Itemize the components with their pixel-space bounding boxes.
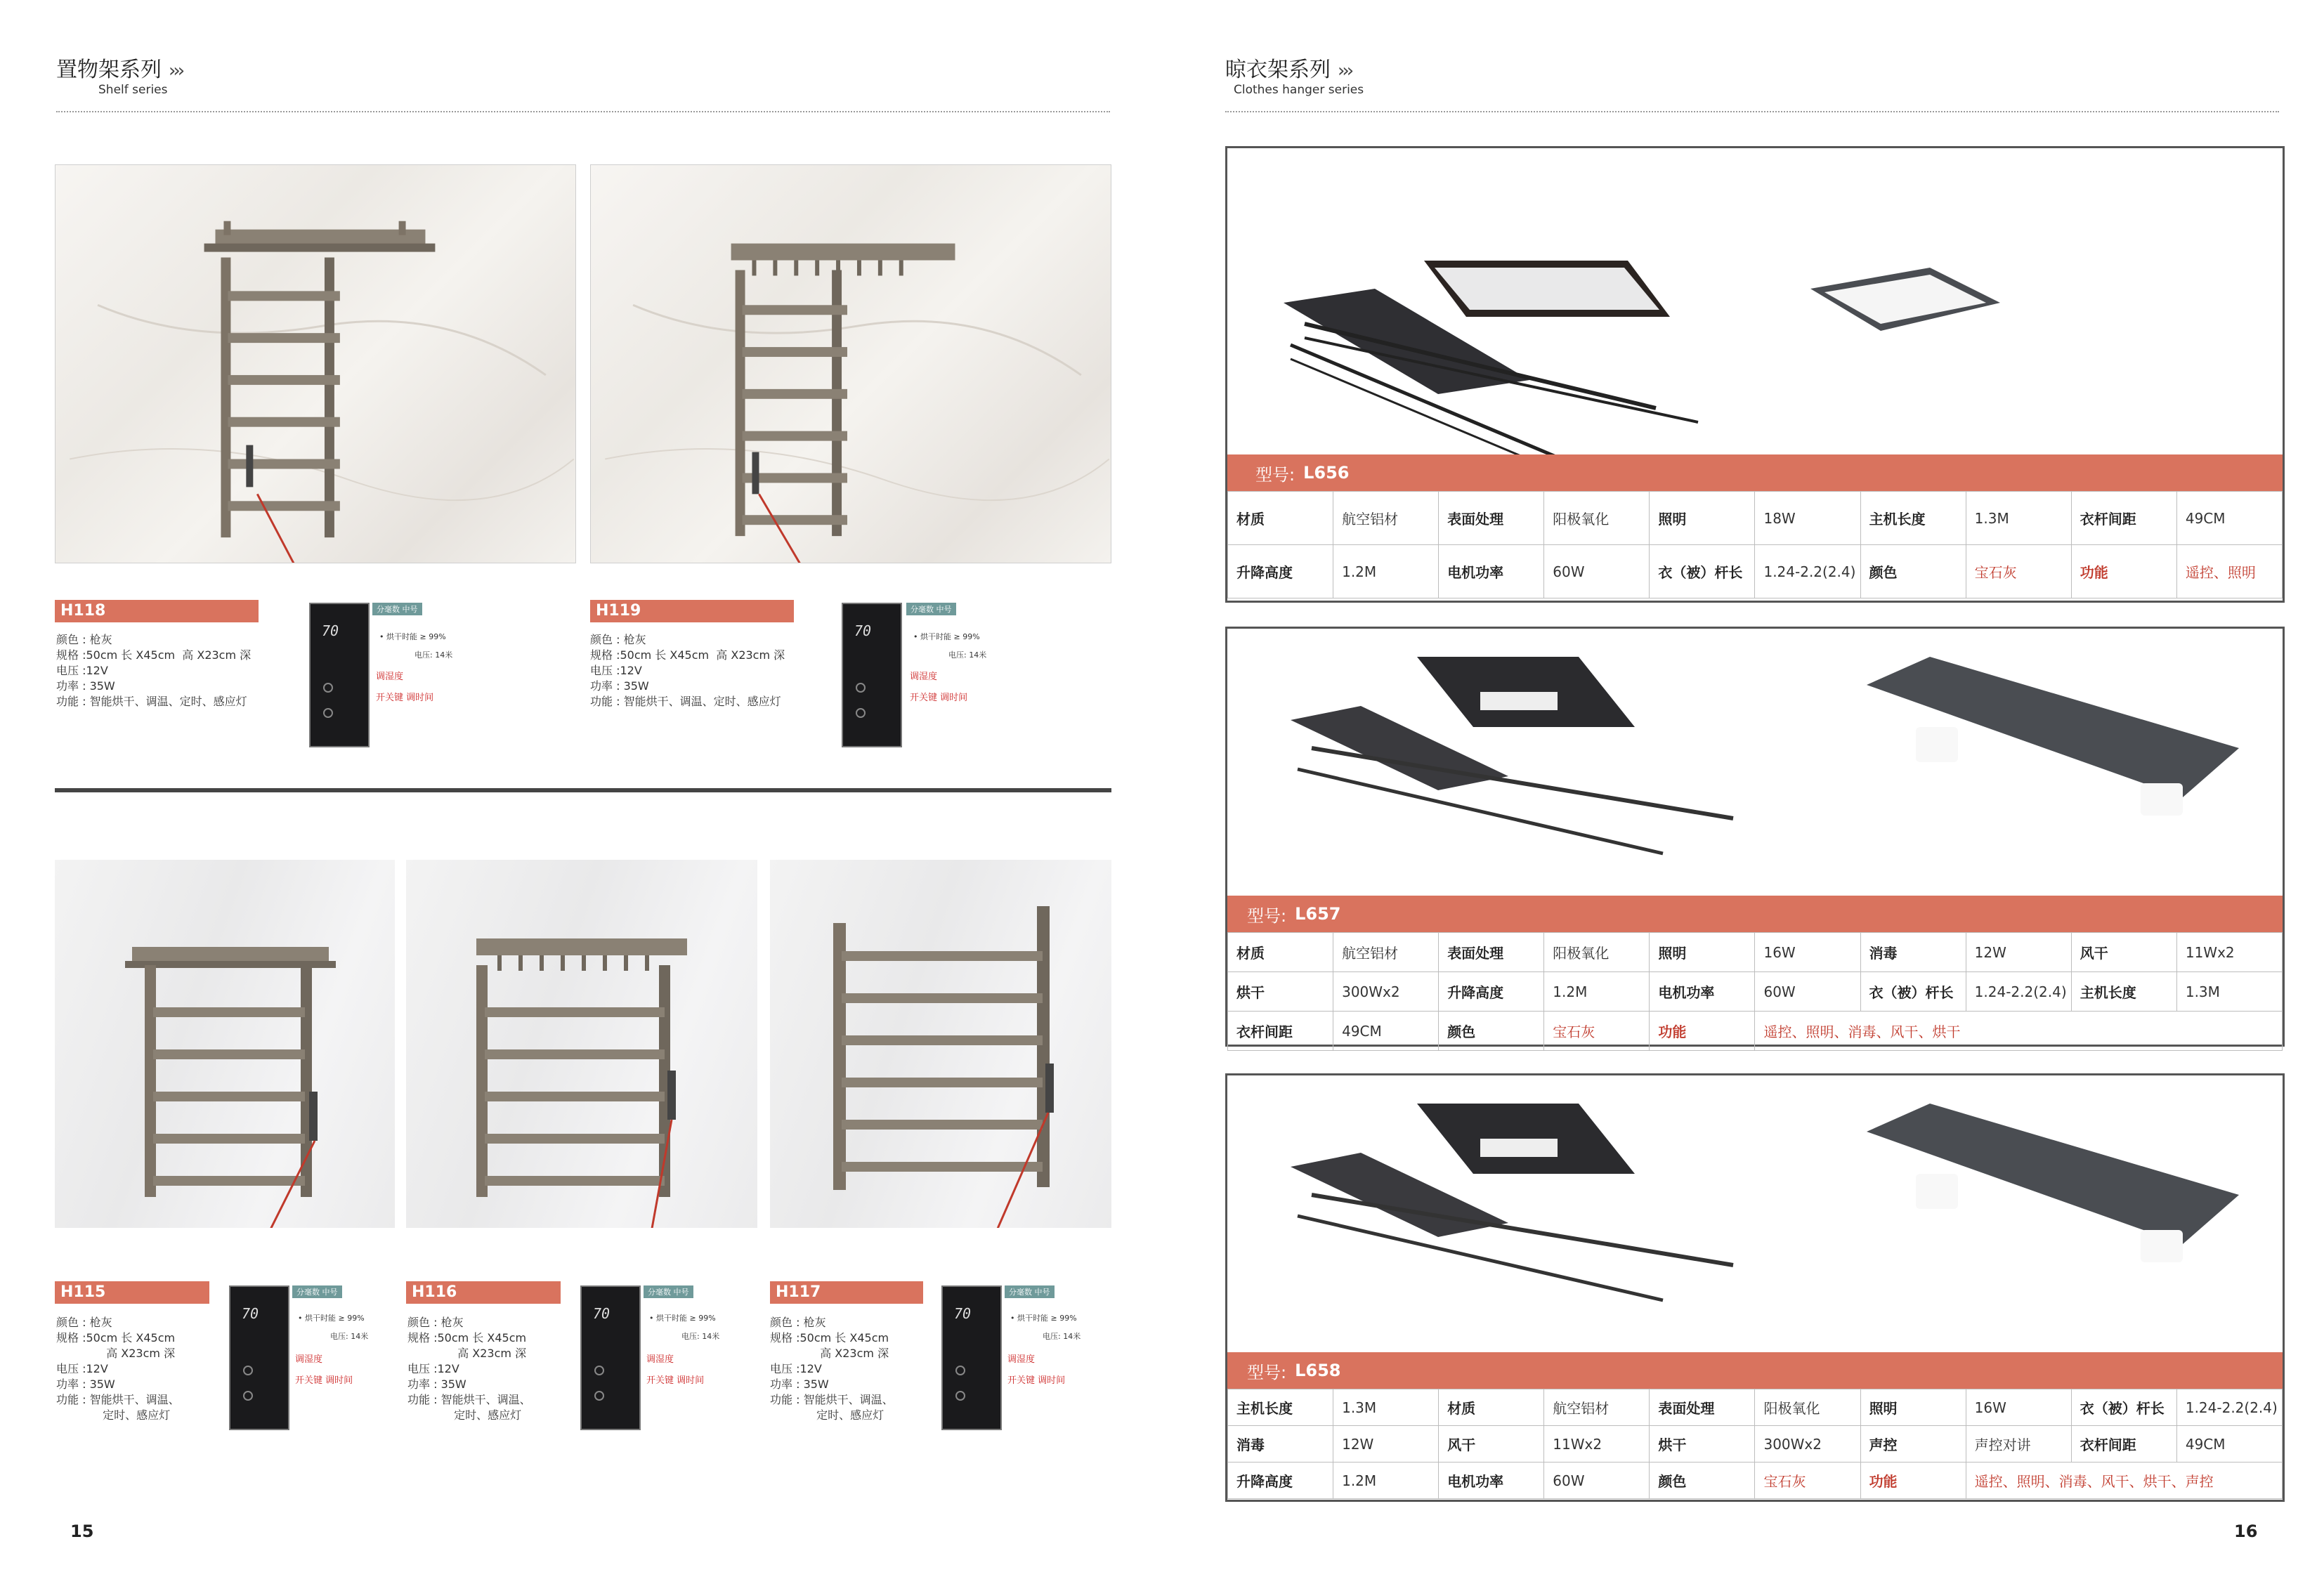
shelf-photo-h117	[770, 860, 1111, 1228]
spec-row	[1228, 492, 2283, 545]
panel-header: 分毫数 中号	[372, 603, 422, 615]
spec-value: 49CM	[2176, 492, 2282, 545]
spec-key: 消毒	[1228, 1426, 1333, 1463]
spec-value: 18W	[1755, 492, 1860, 545]
panel-power-label: 开关键 调时间	[910, 693, 968, 703]
page-number-left: 15	[70, 1522, 94, 1541]
panel-line1: • 烘干时能 ≥ 99%	[379, 632, 446, 641]
shelf-photo-h118	[55, 164, 576, 563]
spec-value: 11Wx2	[1544, 1426, 1650, 1463]
spec-value: 1.2M	[1333, 545, 1439, 598]
chevrons-icon: ›››	[1338, 60, 1352, 81]
spec-key: 颜色	[1439, 1012, 1544, 1051]
model-label-h115: H115	[55, 1281, 209, 1304]
panel-display: 70	[322, 622, 339, 639]
spec-key: 照明	[1650, 933, 1755, 972]
spec-key: 照明	[1650, 492, 1755, 545]
spec-value: 60W	[1544, 1463, 1650, 1499]
spec-key: 升降高度	[1439, 972, 1544, 1012]
spec-key: 衣杆间距	[2071, 1426, 2176, 1463]
spec-key: 消毒	[1860, 933, 1966, 972]
control-panel-h119	[842, 603, 902, 747]
spec-value: 1.2M	[1544, 972, 1650, 1012]
spec-value: 遥控、照明	[2176, 545, 2282, 598]
spec-key: 表面处理	[1439, 492, 1544, 545]
left-divider	[56, 111, 1110, 112]
model-bar-l658	[1227, 1352, 2283, 1389]
spec-value: 航空铝材	[1544, 1389, 1650, 1426]
page-number-right: 16	[2234, 1522, 2258, 1541]
spec-key: 衣（被）杆长	[2071, 1389, 2176, 1426]
panel-line1: • 烘干时能 ≥ 99%	[913, 632, 980, 641]
towel-rack-image	[406, 860, 757, 1228]
spec-key: 烘干	[1228, 972, 1333, 1012]
spec-value: 1.24-2.2(2.4)	[1755, 545, 1860, 598]
spec-key: 主机长度	[2071, 972, 2176, 1012]
control-panel-h115	[229, 1285, 289, 1430]
power-button-icon	[323, 708, 333, 718]
spec-key: 电机功率	[1439, 1463, 1544, 1499]
panel-line2: 电压: 14米	[330, 1332, 369, 1341]
spec-row	[1228, 933, 2283, 972]
panel-header: 分毫数 中号	[292, 1285, 342, 1298]
model-bar-l656	[1227, 454, 2283, 491]
spec-key: 电机功率	[1650, 972, 1755, 1012]
power-button-icon	[856, 708, 866, 718]
panel-humidity-label: 调湿度	[910, 672, 938, 682]
model-label-h119: H119	[590, 600, 794, 622]
spec-key: 升降高度	[1228, 545, 1333, 598]
spec-value: 11Wx2	[2176, 933, 2282, 972]
spec-key: 主机长度	[1860, 492, 1966, 545]
spec-value: 航空铝材	[1333, 492, 1439, 545]
spec-key: 衣（被）杆长	[1860, 972, 1966, 1012]
humidity-button-icon	[856, 683, 866, 693]
spec-row	[1228, 1463, 2283, 1499]
left-title-text: 置物架系列	[56, 58, 162, 82]
spec-value: 60W	[1755, 972, 1860, 1012]
spec-row	[1228, 972, 2283, 1012]
spec-value: 1.3M	[1333, 1389, 1439, 1426]
spec-row	[1228, 1389, 2283, 1426]
spec-value: 航空铝材	[1333, 933, 1439, 972]
humidity-button-icon	[594, 1366, 604, 1375]
spec-table-l658	[1227, 1389, 2283, 1499]
spec-value: 49CM	[2176, 1426, 2282, 1463]
spec-key: 表面处理	[1650, 1389, 1755, 1426]
spec-value: 1.24-2.2(2.4)	[2176, 1389, 2282, 1426]
model-label: 型号:	[1247, 905, 1287, 926]
right-divider	[1225, 111, 2279, 112]
spec-row	[1228, 1426, 2283, 1463]
spec-value: 宝石灰	[1966, 545, 2071, 598]
spec-value: 声控对讲	[1966, 1426, 2071, 1463]
spec-key: 表面处理	[1439, 933, 1544, 972]
model-label: 型号:	[1247, 1362, 1287, 1382]
model-code: L658	[1295, 1361, 1341, 1380]
shelf-photo-h119	[590, 164, 1111, 563]
spec-key: 烘干	[1650, 1426, 1755, 1463]
spec-row	[1228, 1012, 2283, 1051]
humidity-button-icon	[243, 1366, 253, 1375]
spec-value: 49CM	[1333, 1012, 1439, 1051]
panel-line1: • 烘干时能 ≥ 99%	[649, 1314, 716, 1323]
panel-line2: 电压: 14米	[948, 650, 987, 660]
chevrons-icon: ›››	[169, 60, 183, 81]
panel-humidity-label: 调湿度	[646, 1354, 674, 1365]
spec-value: 阳极氧化	[1544, 933, 1650, 972]
spec-key: 颜色	[1860, 545, 1966, 598]
control-panel-h118	[309, 603, 370, 747]
product-card-l657	[1225, 627, 2285, 1047]
panel-header: 分毫数 中号	[1005, 1285, 1055, 1298]
spec-value: 300Wx2	[1755, 1426, 1860, 1463]
specs-h116: 颜色 : 枪灰 规格 :50cm 长 X45cm 高 X23cm 深 电压 :12V 功率 : 35W 功能 : 智能烘干、调温、 定时、感应灯	[407, 1316, 531, 1422]
spec-key: 衣杆间距	[2071, 492, 2176, 545]
spec-value: 1.2M	[1333, 1463, 1439, 1499]
specs-h119: 颜色 : 枪灰 规格 :50cm 长 X45cm 高 X23cm 深 电压 :12V 功率 : 35W 功能 : 智能烘干、调温、定时、感应灯	[590, 633, 785, 708]
spec-value: 1.3M	[2176, 972, 2282, 1012]
humidity-button-icon	[955, 1366, 965, 1375]
model-label-h118: H118	[55, 600, 259, 622]
panel-display: 70	[242, 1305, 259, 1322]
panel-power-label: 开关键 调时间	[376, 693, 434, 703]
spec-key: 颜色	[1650, 1463, 1755, 1499]
spec-key: 风干	[2071, 933, 2176, 972]
model-code: L657	[1295, 904, 1341, 924]
right-section-title	[1225, 52, 1351, 83]
panel-display: 70	[954, 1305, 972, 1322]
spec-key: 材质	[1228, 933, 1333, 972]
spec-value: 1.24-2.2(2.4)	[1966, 972, 2071, 1012]
panel-header: 分毫数 中号	[644, 1285, 693, 1298]
spec-key: 功能	[1860, 1463, 1966, 1499]
clothes-hanger-image	[1269, 1089, 2253, 1342]
panel-header: 分毫数 中号	[906, 603, 956, 615]
panel-humidity-label: 调湿度	[295, 1354, 323, 1365]
right-title-text: 晾衣架系列	[1225, 58, 1331, 82]
product-card-l656	[1225, 146, 2285, 603]
specs-h117: 颜色 : 枪灰 规格 :50cm 长 X45cm 高 X23cm 深 电压 :12V 功率 : 35W 功能 : 智能烘干、调温、 定时、感应灯	[770, 1316, 894, 1422]
spec-key: 功能	[2071, 545, 2176, 598]
clothes-hanger-image	[1269, 643, 2253, 896]
spec-key: 衣（被）杆长	[1650, 545, 1755, 598]
spec-key: 升降高度	[1228, 1463, 1333, 1499]
spec-key: 风干	[1439, 1426, 1544, 1463]
panel-humidity-label: 调湿度	[1007, 1354, 1036, 1365]
left-section-title	[56, 52, 182, 83]
right-section-subtitle: Clothes hanger series	[1234, 83, 1364, 97]
product-card-l658	[1225, 1073, 2285, 1502]
left-section-subtitle: Shelf series	[98, 83, 168, 97]
specs-h118: 颜色 : 枪灰 规格 :50cm 长 X45cm 高 X23cm 深 电压 :12V 功率 : 35W 功能 : 智能烘干、调温、定时、感应灯	[56, 633, 252, 708]
panel-power-label: 开关键 调时间	[295, 1375, 353, 1386]
spec-key: 照明	[1860, 1389, 1966, 1426]
panel-display: 70	[854, 622, 872, 639]
spec-row	[1228, 545, 2283, 598]
model-label-h117: H117	[770, 1281, 923, 1304]
model-code: L656	[1303, 463, 1350, 483]
spec-key: 声控	[1860, 1426, 1966, 1463]
spec-value: 遥控、照明、消毒、风干、烘干、声控	[1966, 1463, 2282, 1499]
shelf-photo-h115	[55, 860, 395, 1228]
control-panel-h117	[941, 1285, 1002, 1430]
spec-value: 1.3M	[1966, 492, 2071, 545]
spec-value: 宝石灰	[1755, 1463, 1860, 1499]
towel-rack-image	[770, 860, 1111, 1228]
spec-value: 12W	[1966, 933, 2071, 972]
specs-h115: 颜色 : 枪灰 规格 :50cm 长 X45cm 高 X23cm 深 电压 :12V 功率 : 35W 功能 : 智能烘干、调温、 定时、感应灯	[56, 1316, 180, 1422]
spec-key: 电机功率	[1439, 545, 1544, 598]
spec-value: 宝石灰	[1544, 1012, 1650, 1051]
spec-value: 12W	[1333, 1426, 1439, 1463]
power-button-icon	[243, 1391, 253, 1401]
spec-value: 遥控、照明、消毒、风干、烘干	[1755, 1012, 2283, 1051]
spec-key: 材质	[1439, 1389, 1544, 1426]
spec-value: 16W	[1755, 933, 1860, 972]
section-separator	[55, 788, 1111, 792]
model-bar-l657	[1227, 896, 2283, 932]
model-label-h116: H116	[406, 1281, 561, 1304]
spec-value: 阳极氧化	[1544, 492, 1650, 545]
panel-display: 70	[593, 1305, 611, 1322]
panel-line1: • 烘干时能 ≥ 99%	[1010, 1314, 1077, 1323]
model-label: 型号:	[1255, 464, 1295, 485]
spec-key: 材质	[1228, 492, 1333, 545]
panel-line2: 电压: 14米	[414, 650, 453, 660]
towel-rack-image	[56, 165, 575, 563]
spec-value: 阳极氧化	[1755, 1389, 1860, 1426]
power-button-icon	[594, 1391, 604, 1401]
panel-line2: 电压: 14米	[1043, 1332, 1081, 1341]
panel-line1: • 烘干时能 ≥ 99%	[298, 1314, 365, 1323]
spec-value: 60W	[1544, 545, 1650, 598]
panel-humidity-label: 调湿度	[376, 672, 404, 682]
panel-line2: 电压: 14米	[681, 1332, 720, 1341]
shelf-photo-h116	[406, 860, 757, 1228]
spec-key: 功能	[1650, 1012, 1755, 1051]
spec-table-l656	[1227, 491, 2283, 598]
spec-value: 16W	[1966, 1389, 2071, 1426]
panel-power-label: 开关键 调时间	[1007, 1375, 1066, 1386]
power-button-icon	[955, 1391, 965, 1401]
spec-value: 300Wx2	[1333, 972, 1439, 1012]
panel-power-label: 开关键 调时间	[646, 1375, 705, 1386]
towel-rack-image	[591, 165, 1111, 563]
humidity-button-icon	[323, 683, 333, 693]
spec-key: 主机长度	[1228, 1389, 1333, 1426]
towel-rack-image	[55, 860, 395, 1228]
spec-key: 衣杆间距	[1228, 1012, 1333, 1051]
spec-table-l657	[1227, 932, 2283, 1051]
control-panel-h116	[580, 1285, 641, 1430]
